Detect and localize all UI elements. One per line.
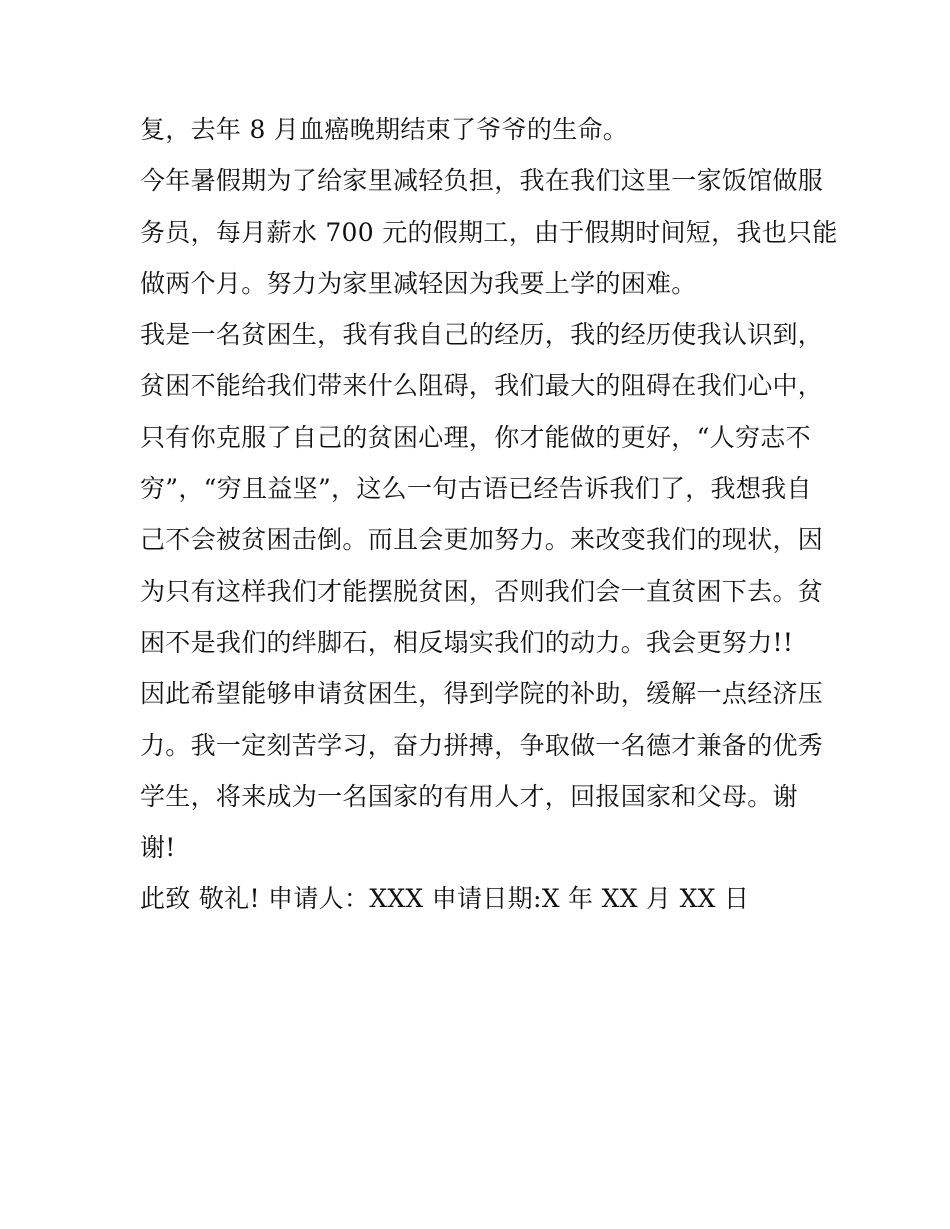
text-line: 穷”，“穷且益坚”，这么一句古语已经告诉我们了，我想我自 [140,474,812,504]
text-line: 己不会被贫困击倒。而且会更加努力。来改变我们的现状，因 [140,525,824,555]
text-line: 谢! [140,833,176,863]
text-line: 务员，每月薪水 700 元的假期工，由于假期时间短，我也只能 [140,217,838,247]
text-line: 力。我一定刻苦学习，奋力拼搏，争取做一名德才兼备的优秀 [140,730,824,760]
text-line: 做两个月。努力为家里减轻因为我要上学的困难。 [140,268,697,298]
text-line: 今年暑假期为了给家里减轻负担，我在我们这里一家饭馆做服 [140,166,824,196]
letter-body [140,104,838,925]
text-line: 贫困不能给我们带来什么阻碍，我们最大的阻碍在我们心中， [140,371,824,401]
text-line: 为只有这样我们才能摆脱贫困，否则我们会一直贫困下去。贫 [140,576,824,606]
text-line: 只有你克服了自己的贫困心理，你才能做的更好，“人穷志不 [140,422,811,452]
text-line: 复，去年 8 月血癌晚期结束了爷爷的生命。 [140,115,629,144]
text-line: 我是一名贫困生，我有我自己的经历，我的经历使我认识到， [140,320,824,350]
text-line: 困不是我们的绊脚石，相反塌实我们的动力。我会更努力!! [140,627,794,657]
closing-line: 此致 敬礼! 申请人：XXX 申请日期:X 年 XX 月 XX 日 [140,884,750,914]
text-line: 因此希望能够申请贫困生，得到学院的补助，缓解一点经济压 [140,679,824,709]
text-line: 学生，将来成为一名国家的有用人才，回报国家和父母。谢 [140,781,798,811]
